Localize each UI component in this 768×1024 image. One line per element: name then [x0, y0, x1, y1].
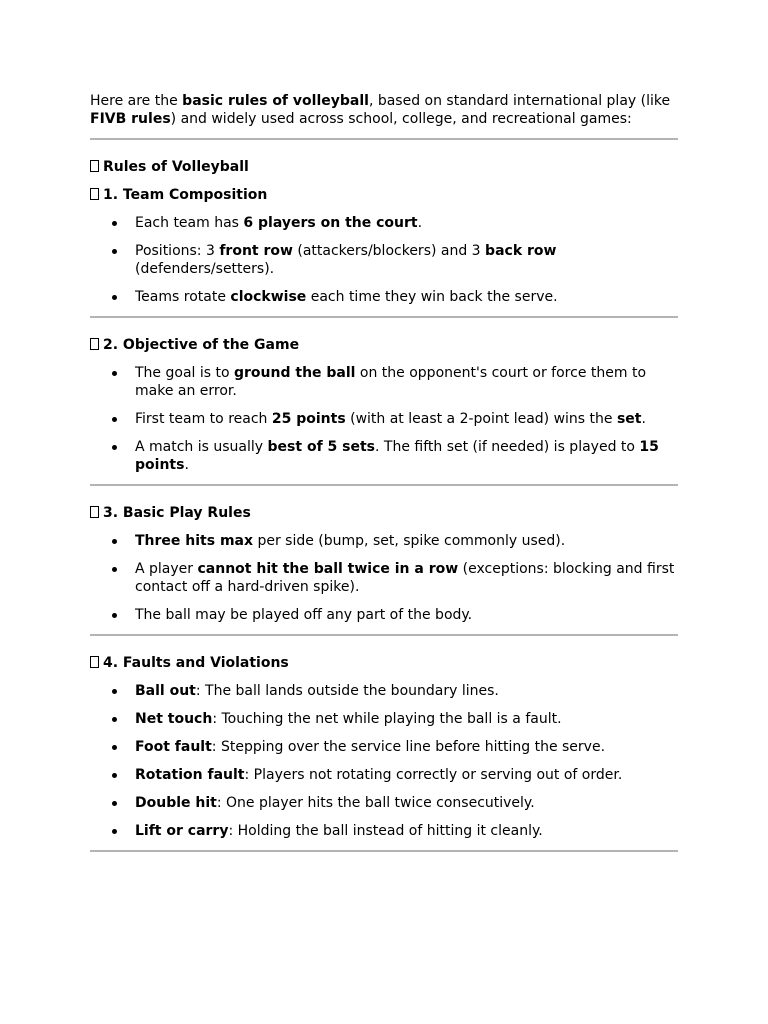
intro-emphasis: FIVB rules — [90, 111, 171, 127]
list-item — [90, 532, 678, 550]
section-basic-play-rules — [90, 486, 678, 624]
item-emphasis: Net touch — [135, 711, 213, 727]
item-text: : Holding the ball instead of hitting it cleanly. — [228, 823, 543, 839]
item-emphasis: Double hit — [135, 795, 217, 811]
item-text: : The ball lands outside the boundary lines. — [195, 683, 499, 699]
list-item — [90, 364, 678, 400]
list-item — [90, 214, 678, 232]
item-text: per side (bump, set, spike commonly used). — [253, 533, 566, 549]
document — [90, 92, 678, 852]
item-emphasis: 15 points — [135, 439, 659, 473]
item-emphasis: 6 players on the court — [243, 215, 418, 231]
bullet-icon — [112, 295, 117, 300]
intro-text: ) and widely used across school, college, and recreational games: — [170, 111, 632, 127]
item-emphasis: ground the ball — [234, 365, 356, 381]
bullet-icon — [112, 539, 117, 544]
divider — [90, 850, 678, 852]
section-faults-violations — [90, 636, 678, 840]
item-text: Each team has — [135, 215, 244, 231]
item-text: Teams rotate — [135, 289, 231, 305]
bullet-list — [90, 682, 678, 840]
item-text: (attackers/blockers) and 3 — [292, 243, 486, 259]
intro-emphasis: basic rules of volleyball — [182, 93, 369, 109]
list-item — [90, 288, 678, 306]
missing-glyph-icon — [90, 160, 99, 172]
item-emphasis: Lift or carry — [135, 823, 229, 839]
bullet-icon — [112, 417, 117, 422]
item-emphasis: Ball out — [135, 683, 196, 699]
item-emphasis: back row — [485, 243, 557, 259]
item-emphasis: Three hits max — [135, 533, 254, 549]
item-emphasis: cannot hit the ball twice in a row — [197, 561, 459, 577]
bullet-icon — [112, 249, 117, 254]
item-text: : Touching the net while playing the ball is a fault. — [212, 711, 562, 727]
list-item — [90, 710, 678, 728]
item-text: on the opponent's court or force them to make an error. — [135, 365, 647, 399]
bullet-icon — [112, 745, 117, 750]
list-item — [90, 822, 678, 840]
item-emphasis: Foot fault — [135, 739, 212, 755]
missing-glyph-icon — [90, 338, 99, 350]
item-text: . — [641, 411, 646, 427]
item-text: . — [184, 457, 189, 473]
item-emphasis: clockwise — [230, 289, 307, 305]
list-item — [90, 410, 678, 428]
item-text: : Players not rotating correctly or serving out of order. — [244, 767, 623, 783]
bullet-icon — [112, 689, 117, 694]
intro-paragraph — [90, 92, 678, 128]
bullet-icon — [112, 829, 117, 834]
item-text: (with at least a 2-point lead) wins the — [345, 411, 617, 427]
bullet-icon — [112, 801, 117, 806]
intro-text: , based on standard international play (like — [368, 93, 671, 109]
section-heading-text: 1. Team Composition — [103, 187, 268, 203]
section-heading — [90, 186, 678, 204]
bullet-icon — [112, 221, 117, 226]
list-item — [90, 682, 678, 700]
bullet-list — [90, 214, 678, 306]
item-emphasis: Rotation fault — [135, 767, 245, 783]
list-item — [90, 560, 678, 596]
bullet-icon — [112, 717, 117, 722]
section-objective — [90, 318, 678, 474]
item-text: Positions: 3 — [135, 243, 220, 259]
list-item — [90, 766, 678, 784]
item-text: . — [417, 215, 423, 231]
bullet-icon — [112, 445, 117, 450]
section-heading-text: 2. Objective of the Game — [103, 337, 300, 353]
bullet-icon — [112, 567, 117, 572]
document-title — [90, 158, 678, 176]
bullet-list — [90, 532, 678, 624]
list-item — [90, 606, 678, 624]
bullet-icon — [112, 773, 117, 778]
item-text: A player — [135, 561, 198, 577]
missing-glyph-icon — [90, 656, 99, 668]
item-text: The ball may be played off any part of the body. — [135, 607, 473, 623]
missing-glyph-icon — [90, 188, 99, 200]
item-text: A match is usually — [135, 439, 268, 455]
item-text: : One player hits the ball twice consecutively. — [216, 795, 535, 811]
list-item — [90, 794, 678, 812]
section-heading — [90, 336, 678, 354]
bullet-icon — [112, 613, 117, 618]
section-team-composition — [90, 140, 678, 306]
document-title-text: Rules of Volleyball — [103, 159, 249, 175]
list-item — [90, 242, 678, 278]
item-text: (defenders/setters). — [135, 261, 275, 277]
item-text: The goal is to — [135, 365, 234, 381]
section-heading — [90, 654, 678, 672]
item-text: First team to reach — [135, 411, 272, 427]
section-heading — [90, 504, 678, 522]
item-emphasis: 25 points — [271, 411, 346, 427]
bullet-icon — [112, 371, 117, 376]
section-heading-text: 3. Basic Play Rules — [103, 505, 251, 521]
item-emphasis: best of 5 sets — [267, 439, 375, 455]
section-heading-text: 4. Faults and Violations — [103, 655, 289, 671]
item-text: . The fifth set (if needed) is played to — [375, 439, 640, 455]
intro-text: Here are the — [90, 93, 183, 109]
item-text: (exceptions: blocking and first contact off a hard-driven spike). — [135, 561, 675, 595]
list-item — [90, 438, 678, 474]
item-text: : Stepping over the service line before hitting the serve. — [211, 739, 606, 755]
item-emphasis: front row — [219, 243, 293, 259]
item-text: each time they win back the serve. — [306, 289, 558, 305]
missing-glyph-icon — [90, 506, 99, 518]
list-item — [90, 738, 678, 756]
bullet-list — [90, 364, 678, 474]
item-emphasis: set — [616, 411, 642, 427]
